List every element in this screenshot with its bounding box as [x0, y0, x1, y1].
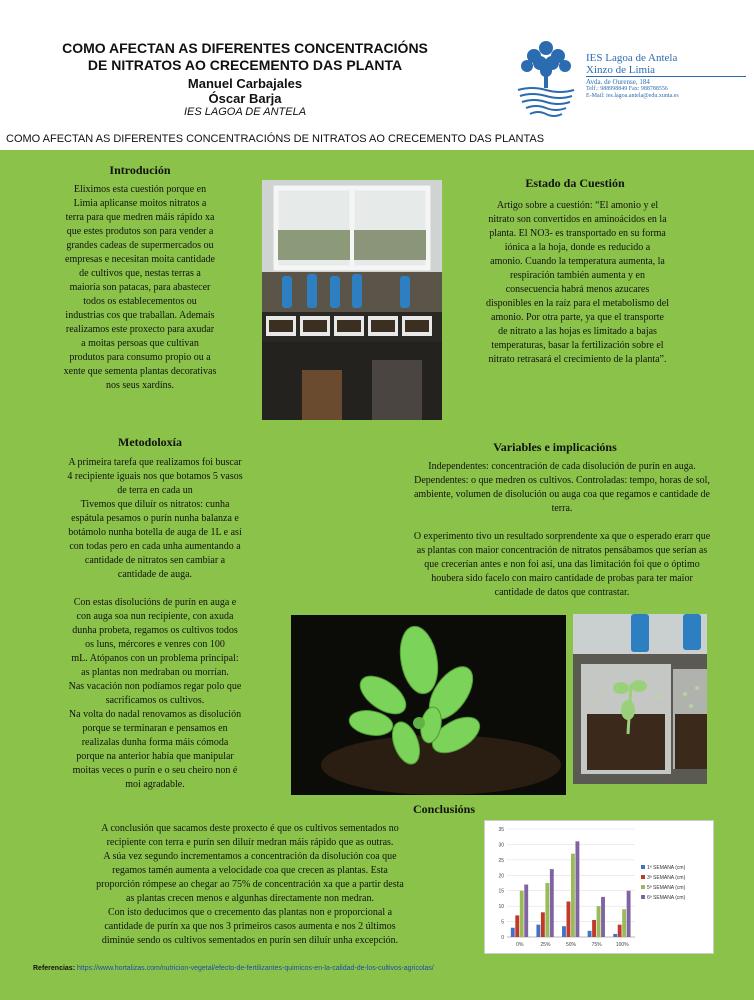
bar	[627, 891, 631, 937]
y-tick-label: 25	[498, 857, 504, 864]
metodo-heading: Metodoloxía	[118, 435, 182, 449]
authors	[10, 76, 480, 106]
bar	[515, 915, 519, 937]
growth-bar-chart	[484, 820, 714, 954]
school-info-name: IES Lagoa de Antela	[586, 52, 678, 64]
bar	[541, 912, 545, 937]
bar	[571, 854, 575, 937]
school-info-address: Avda. de Ourense, 184	[586, 78, 650, 86]
legend-label: 3ª SEMANA (cm)	[647, 875, 686, 881]
seedling-photo	[291, 615, 566, 795]
bar	[562, 926, 566, 937]
title-line-1: COMO AFECTAN AS DIFERENTES CONCENTRACIÓNS	[62, 40, 428, 56]
bar	[588, 931, 592, 937]
y-tick-label: 35	[498, 827, 504, 833]
y-tick-label: 30	[498, 842, 504, 849]
bar	[601, 897, 605, 937]
y-tick-label: 15	[498, 888, 504, 895]
x-tick-label: 75%	[591, 942, 602, 948]
school-info-place: Xinzo de Limia	[586, 64, 746, 77]
poster-subtitle: COMO AFECTAN AS DIFERENTES CONCENTRACIÓNS DE NITRATOS AO CRECEMENTO DAS PLANTAS	[0, 128, 754, 150]
legend-label: 5ª SEMANA (cm)	[647, 885, 686, 891]
estado-text: Artigo sobre a cuestión: “El amonio y el nitrato son convertidos en aminoácidos en la planta. El NO3- es transportado en su forma iónica a la hoja, donde es reducido a amonio. Cuando la temperatura aumenta, la respiración también aumenta y en consecuencia habrá menos azucares disponibles en la raíz para el metabolismo del amonio. Por otra parte, ya que el transporte de nitrato a las hojas es limitado a bajas temperaturas, basar la fertilización sobre el nitrato retrasará el crecimiento de la planta”.	[486, 200, 669, 365]
legend-swatch	[641, 865, 645, 869]
bar	[597, 906, 601, 937]
bar	[536, 925, 540, 937]
bar	[575, 841, 579, 937]
school-name: IES LAGOA DE ANTELA	[183, 106, 307, 118]
references-label: Referencias:	[33, 965, 76, 972]
legend-label: 1ª SEMANA (cm)	[647, 865, 686, 871]
school-logo-tree-icon	[512, 38, 580, 120]
variables-text: Independentes: concentración de cada disolución de purín en auga. Dependentes: o que medren os cultivos. Controladas: tempo, horas de sol, ambiente, volumen de disolución ou auga coa que regamos e cantidade de terra. O experimento tivo un resultado sorprendente xa que o esperado erarr que as plantas con maior concentración de nitratos pensábamos que serían as que crecerían antes e non foi así, una das limitación foi que o óptimo houbera sido facelo con mairo cantidade de probas para ter maior cantidade de datos que contrastar.	[413, 461, 711, 598]
author-2: Óscar Barja	[208, 91, 282, 106]
poster-header	[0, 0, 754, 128]
bar	[622, 909, 626, 937]
y-tick-label: 5	[501, 919, 504, 926]
conclusions-text: A conclusión que sacamos deste proxecto é que os cultivos sementados no recipiente con terra e purín sen diluír medran máis rápido que as outras. A súa vez segundo incrementamos a concentración da disolución coa que regamos tamén aumenta a velocidade coa que crecen as plantas. Esta proporción rómpese ao chegar ao 75% de concentración xa que a partir desta as plantas crecen menos e algunhas directamente non medran. Con isto deducimos que o crecemento das plantas non e proporcional a cantidade de purín xa que nos 3 primeiros casos aumenta e nos 2 últimos diminúe sendo os cultivos sementados en purín sen diluír unha excepción.	[96, 823, 404, 946]
y-tick-label: 10	[498, 904, 504, 911]
container-plant-photo	[573, 614, 707, 784]
bar	[567, 902, 571, 937]
school-info	[586, 52, 746, 100]
estado-heading: Estado da Cuestión	[525, 176, 625, 190]
y-tick-label: 0	[501, 935, 504, 941]
bar	[524, 885, 528, 937]
legend-swatch	[641, 885, 645, 889]
bar	[618, 925, 622, 937]
y-tick-label: 20	[498, 873, 504, 880]
school-info-phone: Telf.: 988998849 Fax: 988788556	[586, 86, 668, 92]
legend-swatch	[641, 895, 645, 899]
bar	[592, 920, 596, 937]
x-tick-label: 100%	[615, 942, 629, 948]
classroom-window-photo	[262, 180, 442, 420]
legend-swatch	[641, 875, 645, 879]
author-1: Manuel Carbajales	[187, 76, 303, 91]
bar	[545, 883, 549, 937]
variables-heading: Variables e implicacións	[493, 440, 617, 454]
title-line-2: DE NITRATOS AO CRECEMENTO DAS PLANTA	[87, 57, 403, 73]
reference-link[interactable]: https://www.hortalizas.com/nutricion-vegetal/efecto-de-fertilizantes-quimicos-en-la-calidad-de-los-cultivos-agricolas/	[76, 965, 434, 972]
intro-heading: Introdución	[109, 163, 171, 177]
conclusions-heading: Conclusións	[412, 802, 476, 816]
bar	[511, 928, 515, 937]
intro-text: Eliximos esta cuestión porque en Limia aplicanse moitos nitratos a terra para que medren máis rápido xa que estes produtos son para vender a grandes cadeas de supermercados ou empresas e necesitan moita cantidade de cultivos que, nestas terras a maioría son patacas, para abastecer todos os establecementos ou industrias cos que traballan. Ademais realizamos este proxecto para axudar a moitas persoas que cultivan produtos para consumo propio ou a xente que sementa plantas decorativas nos seus xardíns.	[63, 184, 217, 391]
school-info-email: E-Mail: ies.lagoa.antela@edu.xunta.es	[586, 93, 679, 99]
poster-title	[10, 40, 480, 74]
bar	[520, 891, 524, 937]
bar	[550, 869, 554, 937]
x-tick-label: 50%	[565, 942, 577, 948]
x-tick-label: 25%	[540, 942, 551, 948]
references	[33, 965, 733, 972]
bar	[613, 934, 617, 937]
metodo-text: A primeira tarefa que realizamos foi buscar 4 recipiente iguais nos que botamos 5 vasos de terra en cada un Tivemos que diluír os nitratos: cunha espátula pesamos o purín nunha balanza e botámolo nunha botella de auga de 1L e así con todas pero en cada unha aumentando a cantidade de nitratos sen cambiar a cantidade de auga. Con estas disolucións de purín en auga e con auga soa nun recipiente, con axuda dunha probeta, regamos os cultivos todos os luns, mércores e venres con 100 mL. Atópanos con un problema principal: as plantas non medraban ou morrían. Nas vacación non podíamos regar polo que sacrificamos os cultivos. Na volta do nadal renovamos as disolución porque se terminaran e pensamos en realizalas dunha forma máis cómoda porque na anterior había que manipular moitas veces o purín e o seu cheiro non é moi agradable.	[67, 457, 243, 790]
x-tick-label: 0%	[516, 942, 524, 948]
legend-label: 6ª SEMANA (cm)	[647, 895, 686, 901]
